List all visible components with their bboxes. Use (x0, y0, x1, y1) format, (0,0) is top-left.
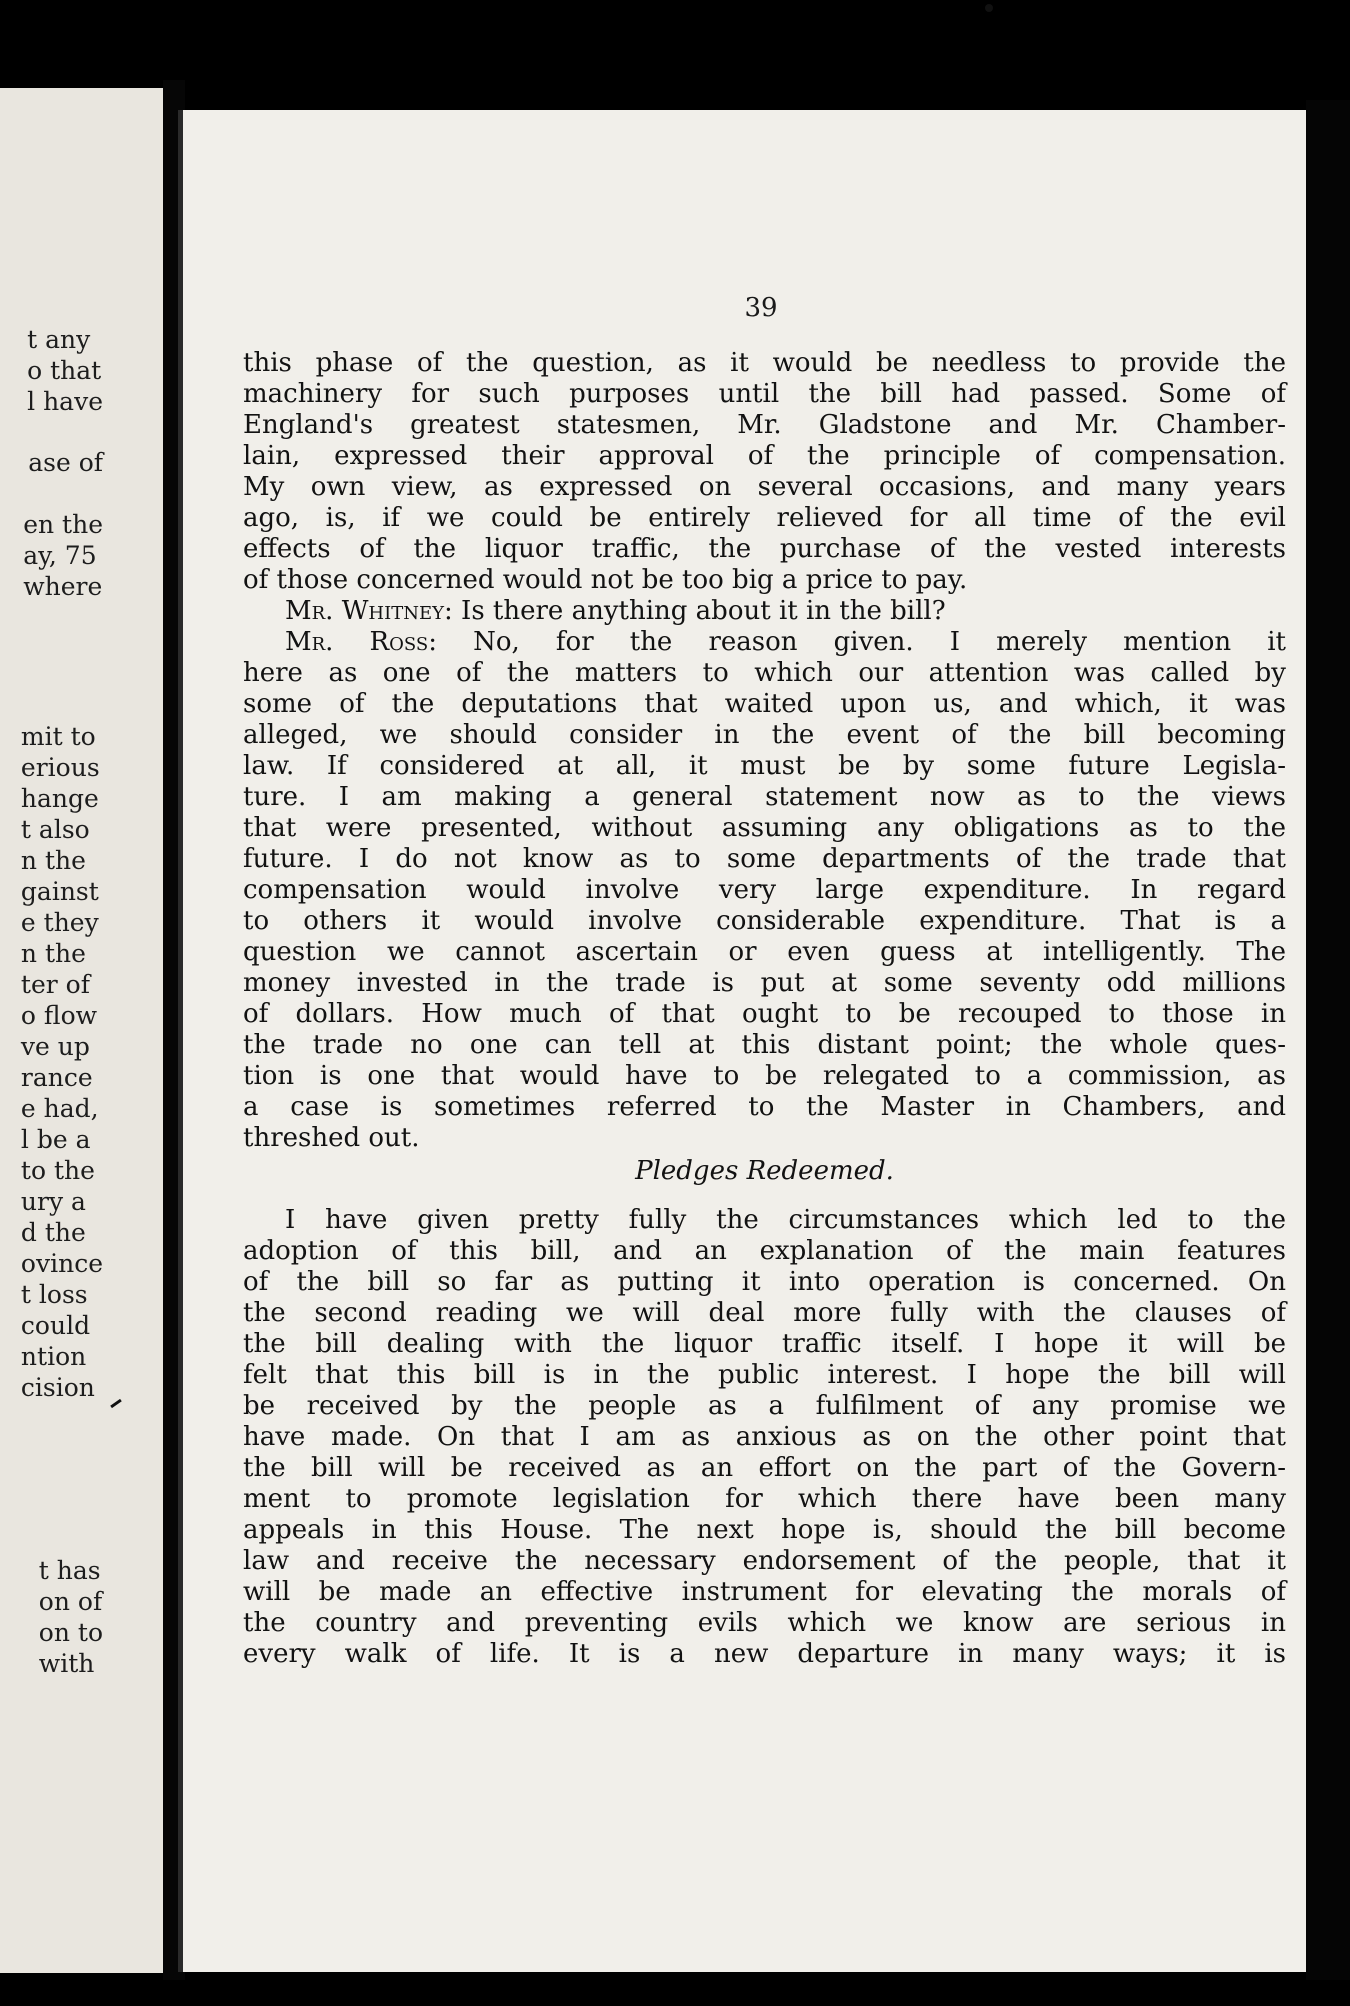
text-line: compensation would involve very large expenditure. In regard (243, 875, 1286, 905)
text-line: of the bill so far as putting it into operation is concerned. On (243, 1267, 1286, 1297)
text-line: tion is one that would have to be relegated to a commission, as (243, 1061, 1286, 1091)
speaker-remark: Is there anything about it in the bill? (461, 596, 946, 626)
text-line: here as one of the matters to which our attention was called by (243, 658, 1286, 688)
text-line: law. If considered at all, it must be by some future Legisla- (243, 751, 1286, 781)
text-line: of those concerned would not be too big a price to pay. (243, 565, 968, 595)
text-line: a case is sometimes referred to the Master in Chambers, and (243, 1092, 1286, 1122)
text-line: to others it would involve considerable expenditure. That is a (243, 906, 1286, 936)
left-page-fragment-group-5: t has on of on to with (38, 1556, 103, 1678)
text-line: of dollars. How much of that ought to be recouped to those in (243, 999, 1286, 1029)
text-line: felt that this bill is in the public interest. I hope the bill will (243, 1360, 1286, 1390)
left-page-fragment-group-3: en the ay, 75 where (23, 510, 103, 601)
left-page-fragment-group-1: t any o that l have (27, 325, 103, 416)
text-line: adoption of this bill, and an explanation of the main features (243, 1236, 1286, 1266)
text-line: threshed out. (243, 1123, 420, 1153)
text-line: alleged, we should consider in the event of the bill becoming (243, 720, 1286, 750)
left-page-fragment-group-4: mit to erious hange t also n the gainst e they n the ter of o flow ve up rance e had, l be a to the ury a d the ovince t loss could ntion cision (20, 722, 103, 1402)
text-line: the bill dealing with the liquor traffic itself. I hope it will be (243, 1329, 1286, 1359)
page-number: 39 (744, 293, 778, 323)
text-line: the country and preventing evils which we know are serious in (243, 1608, 1286, 1638)
text-line: machinery for such purposes until the bill had passed. Some of (243, 379, 1286, 409)
body-text (243, 348, 1286, 1670)
text-line: every walk of life. It is a new departure in many ways; it is (243, 1639, 1286, 1669)
text-line: appeals in this House. The next hope is, should the bill become (243, 1515, 1286, 1545)
text-line: have made. On that I am as anxious as on the other point that (243, 1422, 1286, 1452)
speaker-line-whitney (243, 596, 1286, 627)
text-line: England's greatest statesmen, Mr. Gladstone and Mr. Chamber- (243, 410, 1286, 440)
text-line: the second reading we will deal more fully with the clauses of (243, 1298, 1286, 1328)
text-line: that were presented, without assuming any obligations as to the (243, 813, 1286, 843)
text-line: this phase of the question, as it would be needless to provide the (243, 348, 1286, 378)
text-line: the bill will be received as an effort on the part of the Govern- (243, 1453, 1286, 1483)
speaker-name: Mr. Whitney: (285, 596, 453, 626)
text-line: ago, is, if we could be entirely relieved for all time of the evil (243, 503, 1286, 533)
section-heading: Pledges Redeemed. (635, 1156, 894, 1186)
right-scan-margin (1306, 100, 1350, 1980)
speaker-name: Mr. Ross: (285, 627, 437, 657)
left-facing-page (0, 88, 163, 1973)
text-line: question we cannot ascertain or even guess at intelligently. The (243, 937, 1286, 967)
text-line: be received by the people as a fulfilment of any promise we (243, 1391, 1286, 1421)
text-line: money invested in the trade is put at some seventy odd millions (243, 968, 1286, 998)
speaker-remark: No, for the reason given. I merely mention it (473, 627, 1286, 657)
text-line: some of the deputations that waited upon us, and which, it was (243, 689, 1286, 719)
text-line: the trade no one can tell at this distant point; the whole ques- (243, 1030, 1286, 1060)
scan-speck (985, 4, 993, 12)
speaker-line-ross (243, 627, 1286, 658)
text-line: law and receive the necessary endorsement of the people, that it (243, 1546, 1286, 1576)
main-page (178, 110, 1306, 1972)
text-line: My own view, as expressed on several occasions, and many years (243, 472, 1286, 502)
text-line: effects of the liquor traffic, the purchase of the vested interests (243, 534, 1286, 564)
left-page-fragment-group-2: ase of (28, 448, 103, 477)
text-line: future. I do not know as to some departments of the trade that (243, 844, 1286, 874)
text-line: lain, expressed their approval of the principle of compensation. (243, 441, 1286, 471)
text-line: I have given pretty fully the circumstances which led to the (285, 1205, 1286, 1235)
text-line: will be made an effective instrument for elevating the morals of (243, 1577, 1286, 1607)
text-line: ment to promote legislation for which there have been many (243, 1484, 1286, 1514)
text-line: ture. I am making a general statement now as to the views (243, 782, 1286, 812)
